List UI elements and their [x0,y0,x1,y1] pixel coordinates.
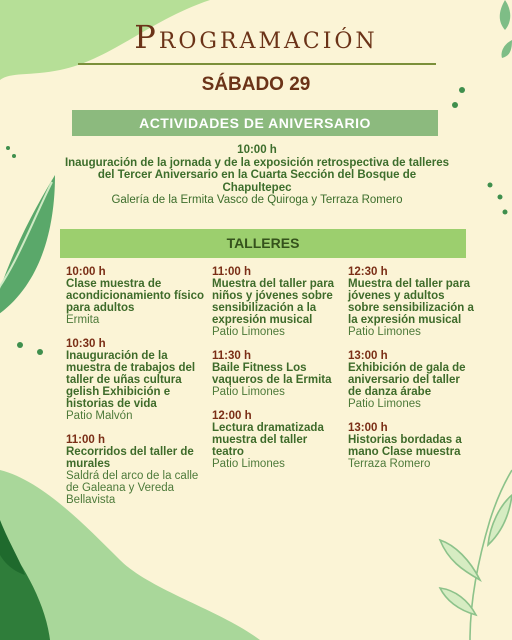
event-place: Patio Limones [212,458,285,470]
event-name: Lectura dramatizada muestra del taller teatro [212,422,324,458]
event-time: 13:00 h [348,350,388,362]
list-item [66,338,206,422]
event-date: SÁBADO 29 [201,74,311,95]
event-name: Clase muestra de acondicionamiento físico para adultos [66,278,205,314]
talleres-heading: TALLERES [60,229,466,258]
event-name: Baile Fitness Los vaqueros de la Ermita [212,362,332,386]
event-name: Recorridos del taller de murales [66,446,194,470]
list-item [348,422,474,470]
event-time: 10:30 h [66,338,106,350]
list-item [348,266,474,338]
title-divider [78,63,436,65]
aniversario-description: Inauguración de la jornada y de la exposición retrospectiva de talleres del Tercer Aniversario en la Cuarta Sección del Bosque de Chapultepec [64,156,450,194]
event-place: Ermita [66,314,100,326]
event-place: Patio Malvón [66,410,133,422]
aniversario-time: 10:00 h [237,144,277,156]
event-name: Exhibición de gala de aniversario del taller de danza árabe [348,362,466,398]
event-name: Inauguración de la muestra de trabajos del taller de uñas cultura gelish Exhibición e historias de vida [66,350,196,410]
talleres-column-3 [348,266,474,482]
talleres-column-1 [66,266,206,518]
left-leaf-icon [0,175,55,320]
event-time: 12:00 h [212,410,252,422]
list-item [212,410,342,470]
event-time: 13:00 h [348,422,388,434]
event-time: 11:00 h [66,434,105,446]
page-title: Programación [134,18,378,56]
event-place: Terraza Romero [348,458,431,470]
event-time: 11:30 h [212,350,251,362]
event-name: Historias bordadas a mano Clase muestra [348,434,462,458]
list-item [66,434,206,506]
aniversario-block [62,144,452,207]
aniversario-place: Galería de la Ermita Vasco de Quiroga y Terraza Romero [111,194,403,206]
list-item [66,266,206,326]
event-time: 11:00 h [212,266,251,278]
event-place: Patio Limones [212,326,285,338]
talleres-column-2 [212,266,342,482]
event-name: Muestra del taller para niños y jóvenes sobre sensibilización a la expresión musical [212,278,335,326]
list-item [348,350,474,410]
event-place: Saldrá del arco de la calle de Galeana y Vereda Bellavista [66,470,199,506]
event-place: Patio Limones [348,326,421,338]
event-time: 12:30 h [348,266,388,278]
event-place: Patio Limones [212,386,285,398]
list-item [212,350,342,398]
event-time: 10:00 h [66,266,106,278]
aniversario-heading: ACTIVIDADES DE ANIVERSARIO [72,110,438,136]
event-name: Muestra del taller para jóvenes y adultos sobre sensibilización a la expresión musical [348,278,474,326]
bottom-right-branch-icon [440,470,512,640]
event-place: Patio Limones [348,398,421,410]
list-item [212,266,342,338]
